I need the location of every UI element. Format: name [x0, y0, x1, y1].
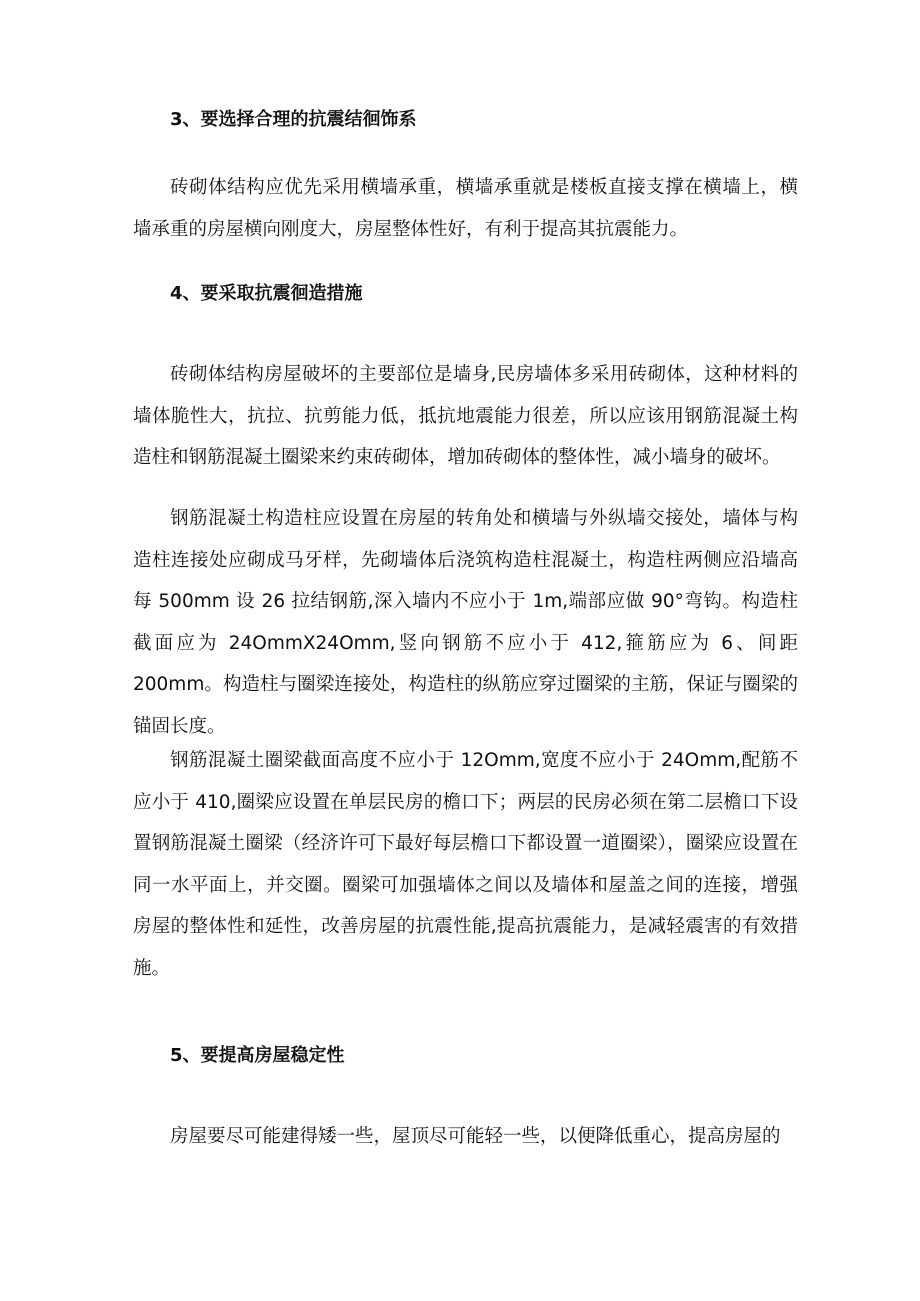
section-3-heading: 3、要选择合理的抗震结徊饰系	[170, 109, 417, 130]
section-3-paragraph-1: 砖砌体结构应优先采用横墙承重，横墙承重就是楼板直接支撑在横墙上，横墙承重的房屋横向刚度大，房屋整体性好，有利于提高其抗震能力。	[133, 177, 798, 240]
section-4-paragraph-3: 钢筋混凝土圈梁截面高度不应小于 12Omm,宽度不应小于 24Omm,配筋不应小于 410,圈梁应设置在单层民房的檐口下；两层的民房必须在第二层檐口下设置钢筋混凝土圈梁（经济许可下最好每层檐口下都设置一道圈梁），圈梁应设置在同一水平面上，并交圈。圈梁可加强墙体之间以及墙体和屋盖之间的连接，增强房屋的整体性和延性，改善房屋的抗震性能,提高抗震能力，是减轻震害的有效措施。	[133, 750, 798, 979]
section-4-paragraph-1: 砖砌体结构房屋破坏的主要部位是墙身,民房墙体多采用砖砌体，这种材料的墙体脆性大，抗拉、抗剪能力低，抵抗地震能力很差，所以应该用钢筋混凝土构造柱和钢筋混凝土圈梁来约束砖砌体，增加砖砌体的整体性，减小墙身的破坏。	[133, 364, 798, 468]
section-5-heading: 5、要提高房屋稳定性	[170, 1045, 345, 1066]
section-4-heading: 4、要采取抗震徊造措施	[170, 283, 363, 304]
section-4-paragraph-2: 钢筋混凝土构造柱应设置在房屋的转角处和横墙与外纵墙交接处，墙体与构造柱连接处应砌成马牙样，先砌墙体后浇筑构造柱混凝土，构造柱两侧应沿墙高每 500mm 设 26 拉结钢筋,深入墙内不应小于 1m,端部应做 90°弯钩。构造柱截面应为 24OmmX24Omm,竖向钢筋不应小于 412,箍筋应为 6、间距 200mm。构造柱与圈梁连接处，构造柱的纵筋应穿过圈梁的主筋，保证与圈梁的锚固长度。	[133, 508, 798, 737]
section-5-paragraph-1: 房屋要尽可能建得矮一些，屋顶尽可能轻一些，以便降低重心，提高房屋的	[170, 1126, 781, 1147]
